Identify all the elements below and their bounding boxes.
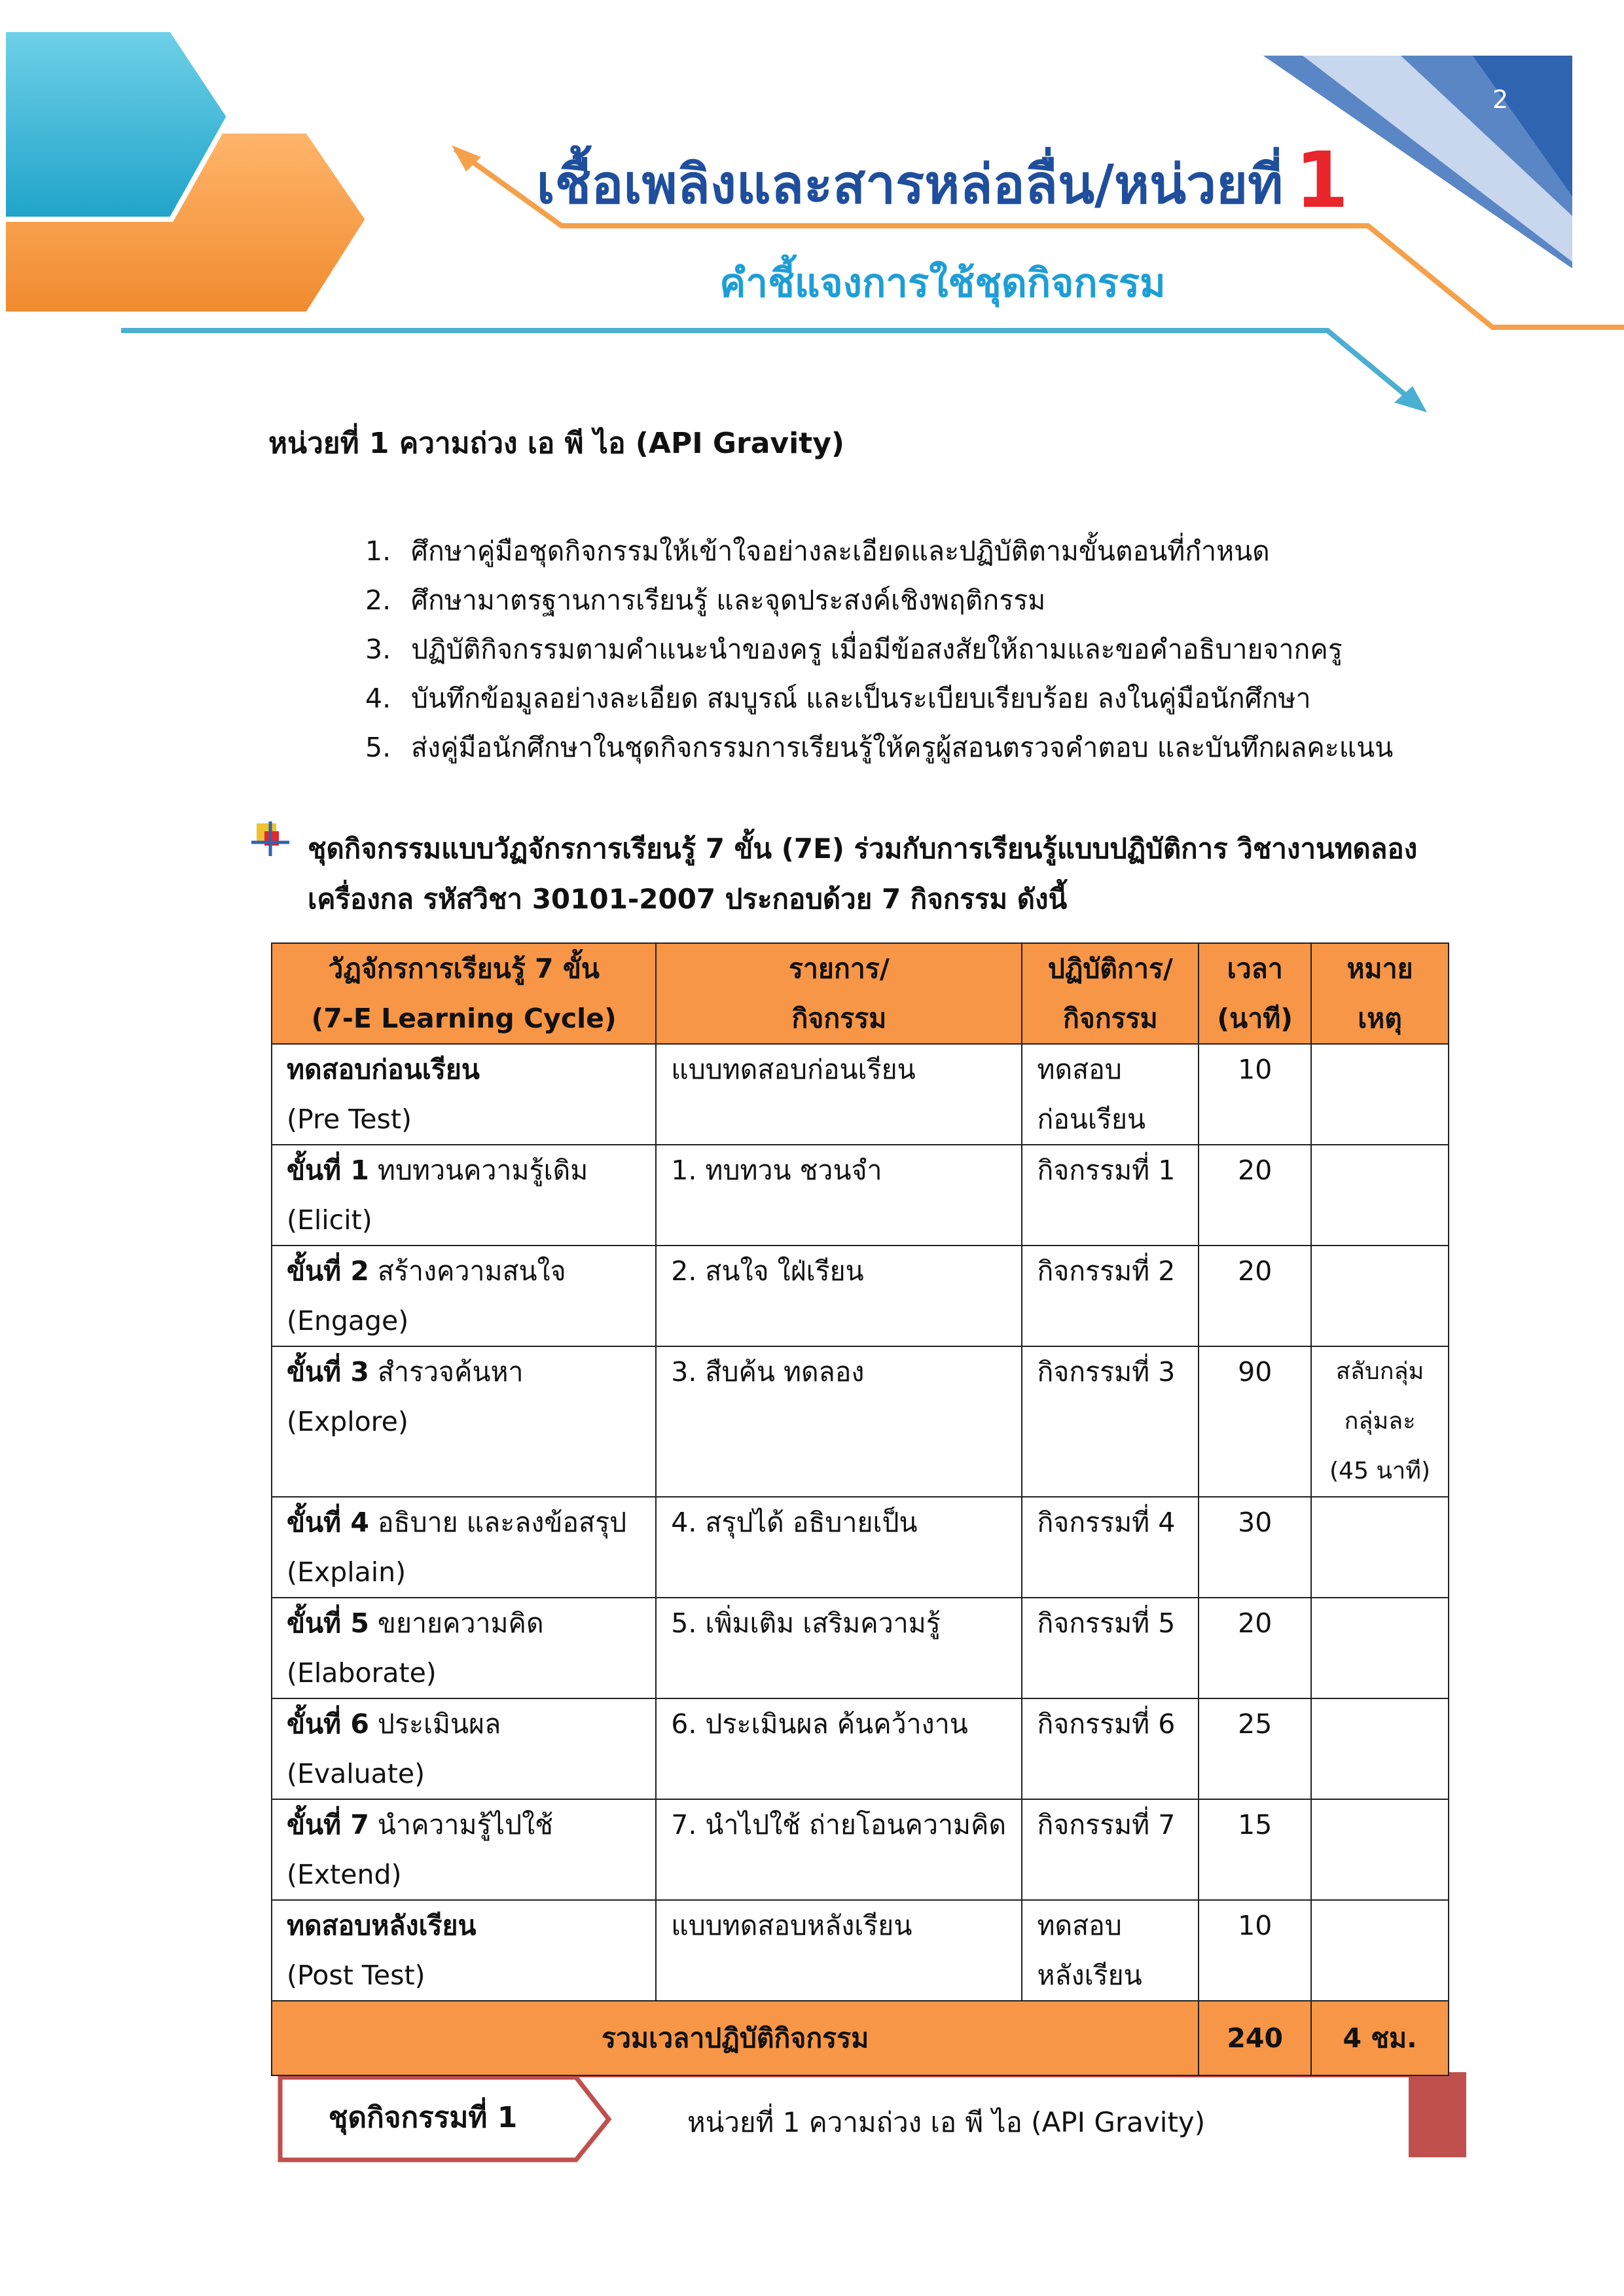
instruction-item: 2. ศึกษามาตรฐานการเรียนรู้ และจุดประสงค์เชิงพฤติกรรม	[365, 584, 1046, 616]
intro-line: เครื่องกล รหัสวิชา 30101-2007 ประกอบด้วย 7 กิจกรรม ดังนี้	[308, 883, 1068, 915]
practice-cell: กิจกรรมที่ 6	[1022, 1698, 1199, 1799]
stage-cell: ขั้นที่ 2 สร้างความสนใจ (Engage)	[272, 1246, 656, 1346]
time-cell: 10	[1199, 1044, 1311, 1145]
time-cell: 90	[1199, 1346, 1311, 1497]
practice-cell: ทดสอบ หลังเรียน	[1022, 1900, 1199, 2001]
item-cell: 2. สนใจ ใฝ่เรียน	[656, 1246, 1022, 1346]
practice-cell: ทดสอบ ก่อนเรียน	[1022, 1044, 1199, 1145]
title-unit-number: 1	[1295, 135, 1349, 225]
bullet-icon	[251, 821, 289, 856]
header-remark: หมาย เหตุ	[1311, 943, 1449, 1044]
item-cell: 7. นำไปใช้ ถ่ายโอนความคิด	[656, 1799, 1022, 1900]
table-row	[272, 1246, 1449, 1346]
remark-cell	[1311, 1698, 1449, 1799]
table-row	[272, 1900, 1449, 2001]
table-row	[272, 1598, 1449, 1698]
table-header-row	[272, 943, 1449, 1044]
cyan-arrow-line	[121, 331, 1427, 412]
footer-unit-text: หน่วยที่ 1 ความถ่วง เอ พี ไอ (API Gravity)	[687, 2106, 1206, 2138]
instruction-list	[365, 527, 1393, 772]
stage-cell: ขั้นที่ 5 ขยายความคิด (Elaborate)	[272, 1598, 656, 1698]
remark-cell	[1311, 1044, 1449, 1145]
time-cell: 20	[1199, 1598, 1311, 1698]
item-cell: 3. สืบค้น ทดลอง	[656, 1346, 1022, 1497]
header-time: เวลา (นาที)	[1199, 943, 1311, 1044]
time-cell: 20	[1199, 1246, 1311, 1346]
instruction-item: 5. ส่งคู่มือนักศึกษาในชุดกิจกรรมการเรียนรู้ให้ครูผู้สอนตรวจคำตอบ และบันทึกผลคะแนน	[365, 732, 1394, 763]
table-row	[272, 1145, 1449, 1246]
time-cell: 20	[1199, 1145, 1311, 1246]
remark-cell	[1311, 1145, 1449, 1246]
total-label: รวมเวลาปฏิบัติกิจกรรม	[272, 2001, 1199, 2075]
instruction-item: 4. บันทึกข้อมูลอย่างละเอียด สมบูรณ์ และเป็นระเบียบเรียบร้อย ลงในคู่มือนักศึกษา	[365, 683, 1311, 714]
item-cell: 5. เพิ่มเติม เสริมความรู้	[656, 1598, 1022, 1698]
total-remark: 4 ชม.	[1311, 2001, 1449, 2075]
stage-cell: ขั้นที่ 6 ประเมินผล (Evaluate)	[272, 1698, 656, 1799]
footer-activity-label: ชุดกิจกรรมที่ 1	[328, 2101, 518, 2134]
stage-cell: ทดสอบหลังเรียน (Post Test)	[272, 1900, 656, 2001]
activity-intro	[308, 823, 1417, 924]
table-row	[272, 1698, 1449, 1799]
stage-cell: ขั้นที่ 7 นำความรู้ไปใช้ (Extend)	[272, 1799, 656, 1900]
header-item: รายการ/ กิจกรรม	[656, 943, 1022, 1044]
header-cycle: วัฏจักรการเรียนรู้ 7 ขั้น (7-E Learning Cycle)	[272, 943, 656, 1044]
total-time: 240	[1199, 2001, 1311, 2075]
practice-cell: กิจกรรมที่ 7	[1022, 1799, 1199, 1900]
table-total-row	[272, 2001, 1449, 2075]
table-row	[272, 1497, 1449, 1598]
page-title	[419, 134, 1466, 227]
page-subtitle: คำชี้แจงการใช้ชุดกิจกรรม	[719, 260, 1166, 306]
table-row	[272, 1799, 1449, 1900]
instruction-item: 1. ศึกษาคู่มือชุดกิจกรรมให้เข้าใจอย่างละเอียดและปฏิบัติตามขั้นตอนที่กำหนด	[365, 535, 1270, 567]
time-cell: 30	[1199, 1497, 1311, 1598]
item-cell: 1. ทบทวน ชวนจำ	[656, 1145, 1022, 1246]
practice-cell: กิจกรรมที่ 1	[1022, 1145, 1199, 1246]
remark-cell: สลับกลุ่ม กลุ่มละ (45 นาที)	[1311, 1346, 1449, 1497]
activity-table	[271, 942, 1449, 2076]
item-cell: 4. สรุปได้ อธิบายเป็น	[656, 1497, 1022, 1598]
stage-cell: ขั้นที่ 3 สำรวจค้นหา (Explore)	[272, 1346, 656, 1497]
practice-cell: กิจกรรมที่ 5	[1022, 1598, 1199, 1698]
stage-cell: ขั้นที่ 1 ทบทวนความรู้เดิม (Elicit)	[272, 1145, 656, 1246]
practice-cell: กิจกรรมที่ 4	[1022, 1497, 1199, 1598]
title-text: เชื้อเพลิงและสารหล่อลื่น/หน่วยที่	[536, 154, 1284, 216]
item-cell: แบบทดสอบก่อนเรียน	[656, 1044, 1022, 1145]
table-row	[272, 1044, 1449, 1145]
instruction-item: 3. ปฏิบัติกิจกรรมตามคำแนะนำของครู เมื่อมีข้อสงสัยให้ถามและขอคำอธิบายจากครู	[365, 634, 1343, 665]
time-cell: 10	[1199, 1900, 1311, 2001]
intro-line: ชุดกิจกรรมแบบวัฏจักรการเรียนรู้ 7 ขั้น (7E) ร่วมกับการเรียนรู้แบบปฏิบัติการ วิชางานทดลอง	[308, 833, 1418, 865]
remark-cell	[1311, 1598, 1449, 1698]
unit-heading: หน่วยที่ 1 ความถ่วง เอ พี ไอ (API Gravity)	[268, 427, 844, 460]
item-cell: แบบทดสอบหลังเรียน	[656, 1900, 1022, 2001]
remark-cell	[1311, 1497, 1449, 1598]
header-practice: ปฏิบัติการ/ กิจกรรม	[1022, 943, 1199, 1044]
time-cell: 15	[1199, 1799, 1311, 1900]
page-number: 2	[1492, 85, 1509, 114]
item-cell: 6. ประเมินผล ค้นคว้างาน	[656, 1698, 1022, 1799]
stage-cell: ทดสอบก่อนเรียน (Pre Test)	[272, 1044, 656, 1145]
table-row	[272, 1346, 1449, 1497]
time-cell: 25	[1199, 1698, 1311, 1799]
stage-cell: ขั้นที่ 4 อธิบาย และลงข้อสรุป (Explain)	[272, 1497, 656, 1598]
practice-cell: กิจกรรมที่ 2	[1022, 1246, 1199, 1346]
remark-cell	[1311, 1246, 1449, 1346]
practice-cell: กิจกรรมที่ 3	[1022, 1346, 1199, 1497]
remark-cell	[1311, 1900, 1449, 2001]
remark-cell	[1311, 1799, 1449, 1900]
